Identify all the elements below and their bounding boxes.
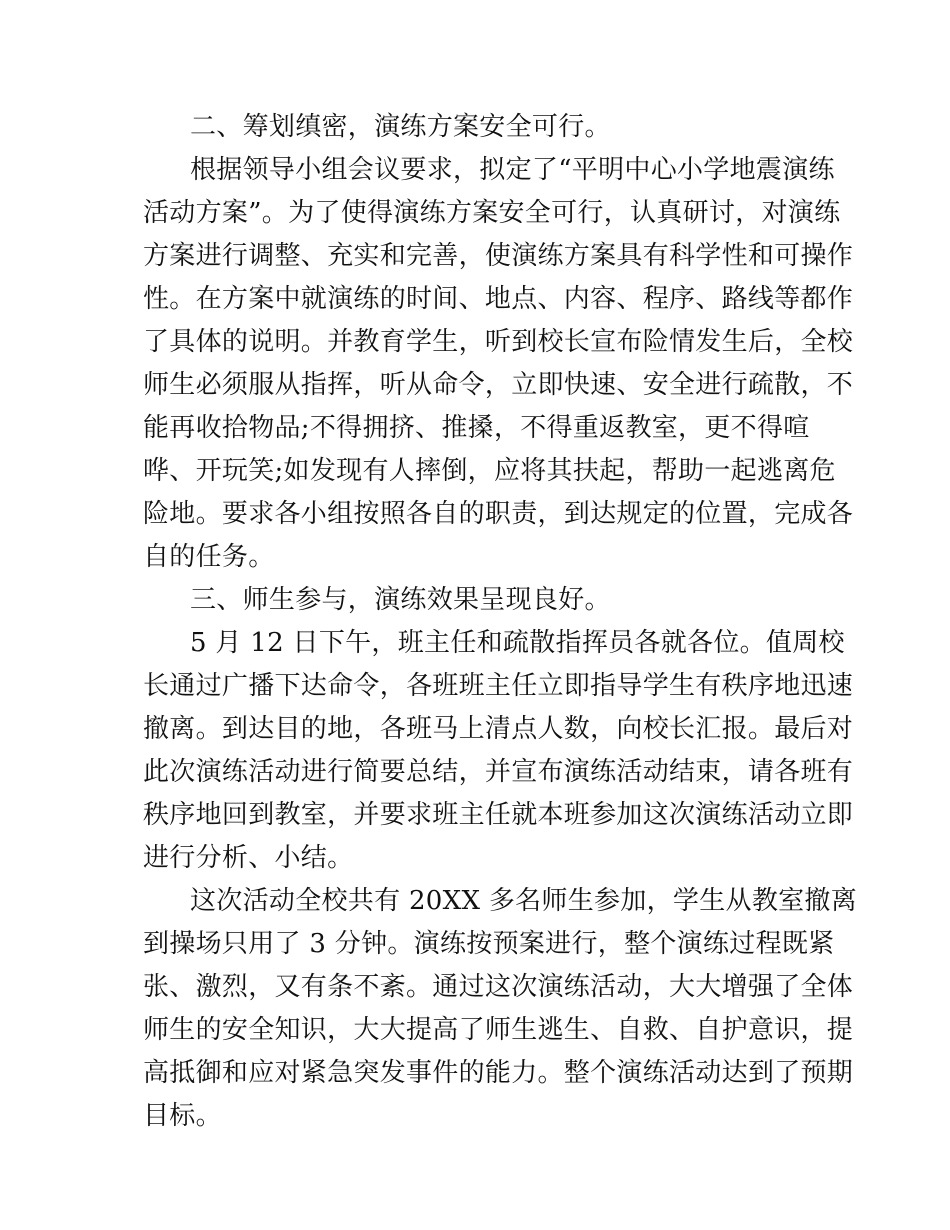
paragraph-line: 师生的安全知识，大大提高了师生逃生、自救、自护意识，提 (143, 1015, 854, 1045)
paragraph-line: 5 月 12 日下午，班主任和疏散指挥员各就各位。值周校 (190, 628, 845, 658)
paragraph-line: 险地。要求各小组按照各自的职责，到达规定的位置，完成各 (143, 499, 854, 529)
paragraph-line: 哗、开玩笑;如发现有人摔倒，应将其扶起，帮助一起逃离危 (143, 456, 836, 486)
paragraph-line: 长通过广播下达命令，各班班主任立即指导学生有秩序地迅速 (143, 671, 854, 701)
paragraph-line: 活动方案”。为了使得演练方案安全可行，认真研讨，对演练 (143, 198, 841, 228)
paragraph-line: 师生必须服从指挥，听从命令，立即快速、安全进行疏散，不 (143, 370, 854, 400)
paragraph-line: 秩序地回到教室，并要求班主任就本班参加这次演练活动立即 (143, 800, 854, 830)
paragraph-line: 能再收拾物品;不得拥挤、推搡，不得重返教室，更不得喧 (143, 413, 810, 443)
paragraph-line: 进行分析、小结。 (143, 843, 354, 873)
paragraph-line: 根据领导小组会议要求，拟定了“平明中心小学地震演练 (190, 155, 835, 185)
section-heading-3: 三、师生参与，演练效果呈现良好。 (190, 585, 611, 615)
paragraph-line: 张、激烈，又有条不紊。通过这次演练活动，大大增强了全体 (143, 972, 854, 1002)
paragraph-line: 到操场只用了 3 分钟。演练按预案进行，整个演练过程既紧 (143, 929, 835, 959)
paragraph-line: 撤离。到达目的地，各班马上清点人数，向校长汇报。最后对 (143, 714, 854, 744)
paragraph-line: 高抵御和应对紧急突发事件的能力。整个演练活动达到了预期 (143, 1058, 854, 1088)
paragraph-line: 这次活动全校共有 20XX 多名师生参加，学生从教室撤离 (190, 886, 858, 916)
paragraph-line: 此次演练活动进行简要总结，并宣布演练活动结束，请各班有 (143, 757, 854, 787)
paragraph-line: 目标。 (143, 1101, 222, 1131)
paragraph-line: 自的任务。 (143, 542, 275, 572)
paragraph-line: 了具体的说明。并教育学生，听到校长宣布险情发生后，全校 (143, 327, 854, 357)
paragraph-line: 方案进行调整、充实和完善，使演练方案具有科学性和可操作 (143, 241, 854, 271)
section-heading-2: 二、筹划缜密，演练方案安全可行。 (190, 112, 611, 142)
paragraph-line: 性。在方案中就演练的时间、地点、内容、程序、路线等都作 (143, 284, 854, 314)
